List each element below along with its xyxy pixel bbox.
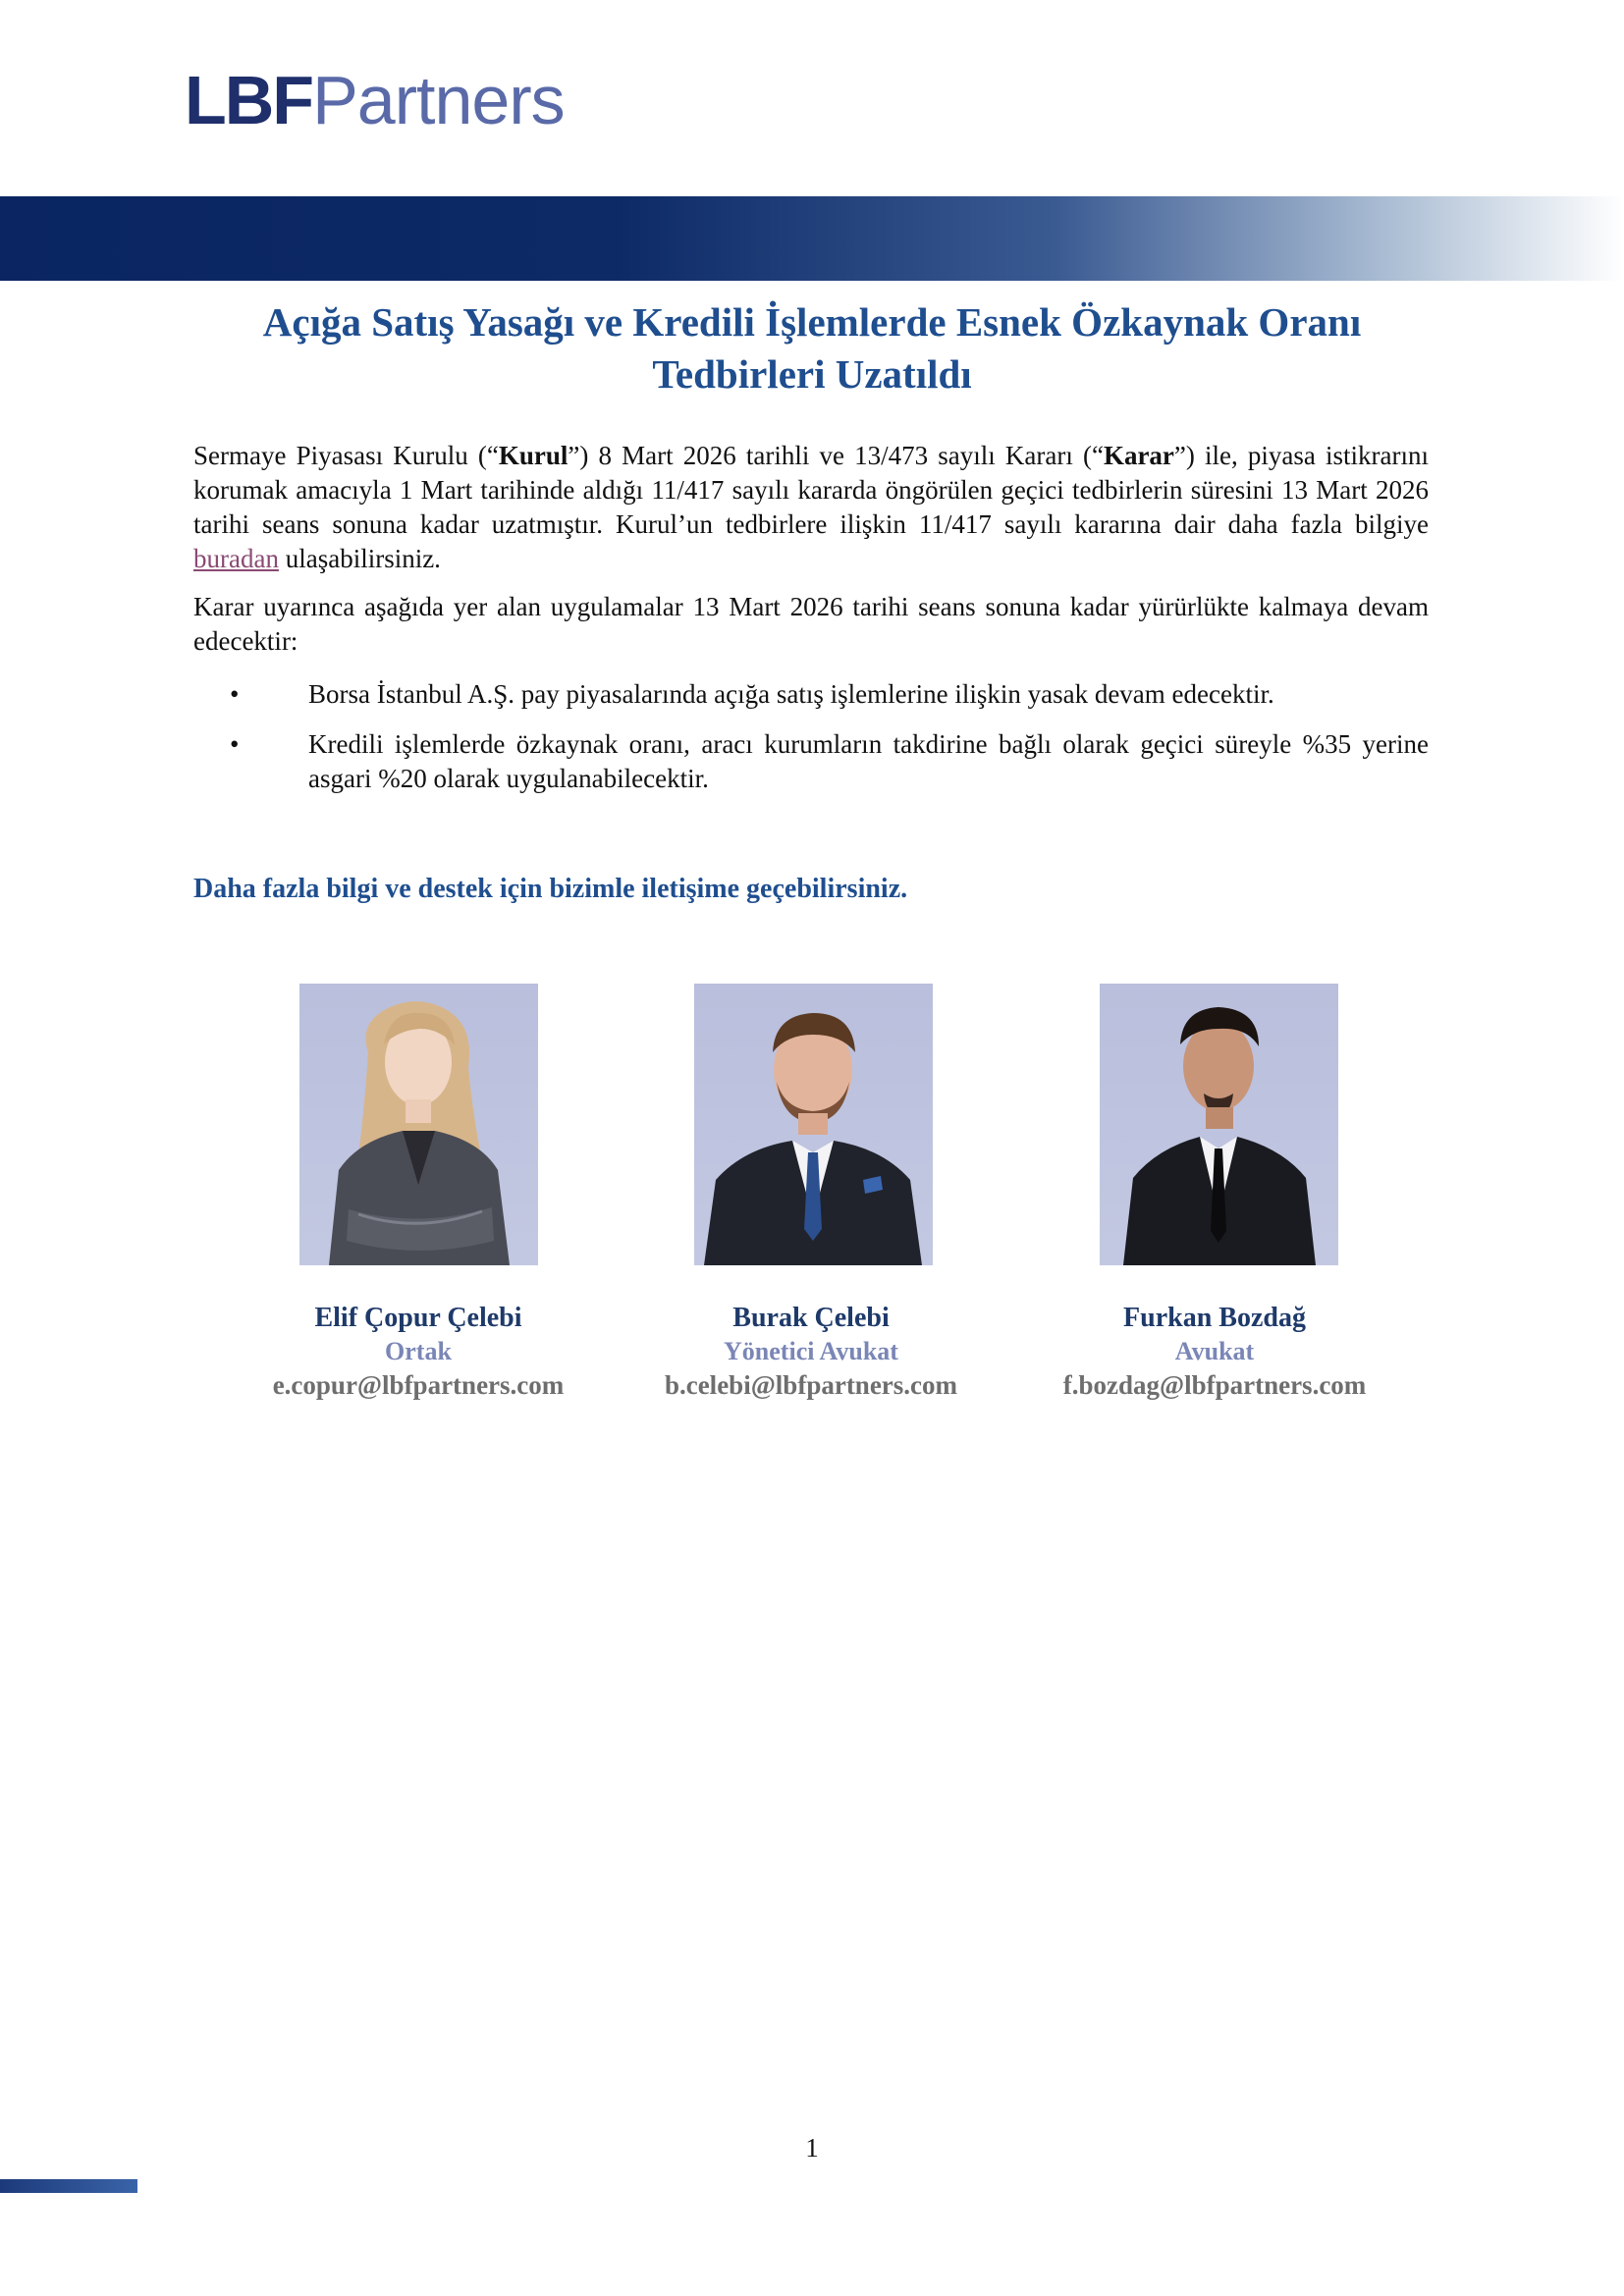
person-card: [1008, 1302, 1421, 1402]
measures-paragraph: Karar uyarınca aşağıda yer alan uygulamalar 13 Mart 2026 tarihi seans sonuna kadar yürürlükte kalmaya devam edecektir:: [193, 592, 1429, 656]
contact-callout: Daha fazla bilgi ve destek için bizimle iletişime geçebilirsiniz.: [193, 874, 908, 904]
portrait-illustration: [694, 984, 933, 1265]
intro-text-1: Sermaye Piyasası Kurulu (“: [193, 441, 499, 470]
page-title: [147, 296, 1477, 400]
header-banner: [0, 196, 1624, 281]
bullet-text: Kredili işlemlerde özkaynak oranı, aracı kurumların takdirine bağlı olarak geçici süreyle %35 yerine asgari %20 olarak uygulanabilecektir.: [308, 729, 1429, 793]
logo-lbf: LBF: [185, 62, 313, 138]
logo-partners: Partners: [312, 62, 565, 138]
bullet-dot: •: [230, 729, 240, 759]
person-card: [605, 1302, 1017, 1402]
footer-accent-bar: [0, 2179, 137, 2193]
bullet-text: Borsa İstanbul A.Ş. pay piyasalarında açığa satış işlemlerine ilişkin yasak devam edecektir.: [308, 679, 1274, 709]
portrait-illustration: [1100, 984, 1338, 1265]
person-email[interactable]: e.copur@lbfpartners.com: [272, 1370, 565, 1400]
page-number: 1: [805, 2133, 819, 2163]
portrait-photo-furkan: [1100, 984, 1338, 1265]
company-logo: [185, 61, 565, 139]
intro-text-4: ulaşabilirsiniz.: [278, 544, 441, 573]
intro-paragraph: [193, 439, 1429, 576]
portrait-photo-burak: [694, 984, 933, 1265]
person-role: Ortak: [385, 1337, 452, 1365]
person-name: Burak Çelebi: [732, 1303, 890, 1333]
person-role: Yönetici Avukat: [724, 1337, 898, 1365]
intro-text-3: ”) ile, piyasa istikrarını korumak amacıyla 1 Mart tarihinde aldığı 11/417 sayılı kararda öngörülen geçici tedbirlerin süresini 13 Mart 2026 tarihi seans sonuna kadar uzatmıştır. Kurul’un tedbirlere ilişkin 11/417 sayılı kararına dair daha fazla bilgiye: [193, 441, 1429, 539]
intro-text-2: ”) 8 Mart 2026 tarihli ve 13/473 sayılı Kararı (“: [568, 441, 1104, 470]
intro-bold-karar: Karar: [1103, 441, 1174, 470]
person-name: Elif Çopur Çelebi: [314, 1303, 522, 1333]
person-name: Furkan Bozdağ: [1123, 1303, 1306, 1333]
person-card: [212, 1302, 624, 1402]
bullet-dot: •: [230, 679, 240, 709]
buradan-link[interactable]: buradan: [193, 544, 279, 573]
person-role: Avukat: [1174, 1337, 1255, 1365]
person-email[interactable]: b.celebi@lbfpartners.com: [664, 1370, 958, 1400]
intro-bold-kurul: Kurul: [498, 441, 568, 470]
portrait-photo-elif: [299, 984, 538, 1265]
title-line-1: Açığa Satış Yasağı ve Kredili İşlemlerde Esnek Özkaynak Oranı: [262, 299, 1362, 345]
portrait-illustration: [299, 984, 538, 1265]
person-email[interactable]: f.bozdag@lbfpartners.com: [1062, 1370, 1367, 1400]
title-line-2: Tedbirleri Uzatıldı: [652, 351, 972, 397]
